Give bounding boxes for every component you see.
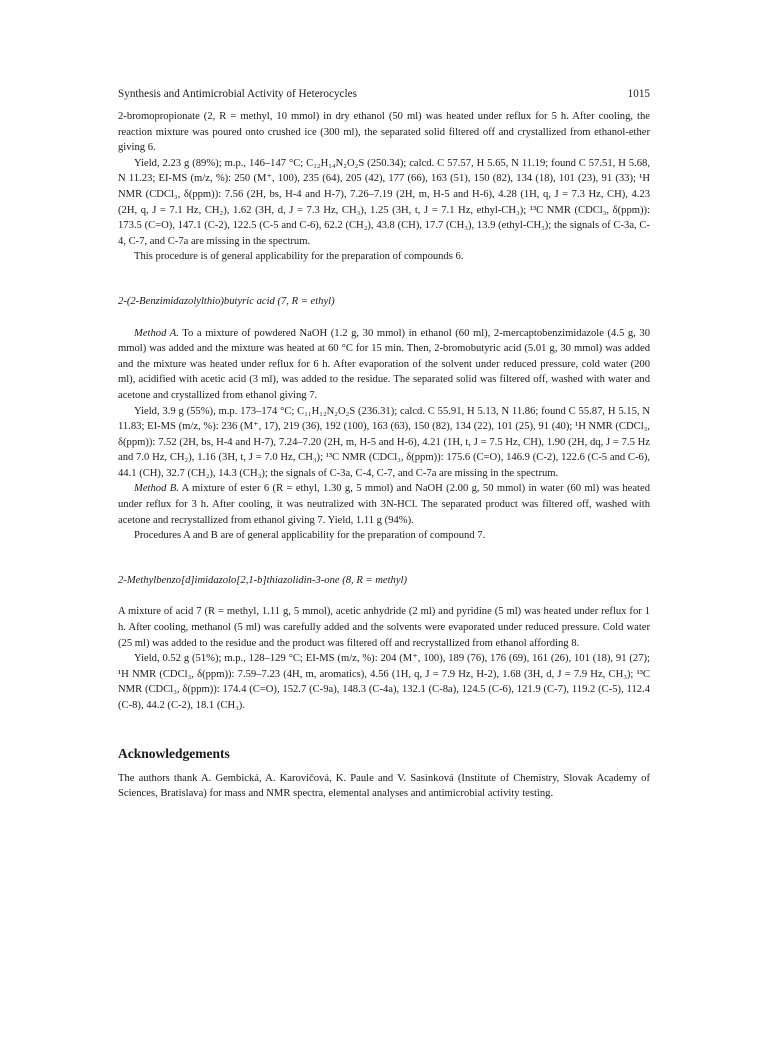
paragraph: Procedures A and B are of general applicability for the preparation of compound 7.: [134, 530, 486, 542]
section-title: 2-(2-Benzimidazolylthio)butyric acid (7, R = ethyl): [118, 295, 335, 307]
paragraph: Yield, 2.23 g (89%); m.p., 146–147 °C; C₁₂H₁₄N₂O₂S (250.34); calcd. C 57.57, H 5.65, N 11.19; found C 57.51, H 5.68, N 11.23; EI-MS (m/z, %): 250 (M⁺, 100), 235 (64), 205 (42), 177 (66), 163 (51), 150 (82), 134 (18), 101 (23), 91 (33); ¹H NMR (CDCl₃, δ(ppm)): 7.56 (2H, bs, H-4 and H-7), 7.26–7.19 (2H, m, H-5 and H-6), 4.28 (1H, q, J = 7.3 Hz, CH), 4.23 (2H, q, J = 7.1 Hz, CH₂), 1.62 (3H, d, J = 7.3 Hz, CH₃), 1.25 (3H, t, J = 7.1 Hz, ethyl-CH₃); ¹³C NMR (CDCl₃, δ(ppm)): 173.5 (C=O), 147.1 (C-2), 122.5 (C-5 and C-6), 62.2 (CH₂), 43.8 (CH), 17.7 (CH₃), 13.9 (ethyl-CH₃); the signals of C-3a, C-4, C-7, and C-7a are missing in the spectrum.: [118, 157, 650, 247]
paragraph: This procedure is of general applicability for the preparation of compounds 6.: [134, 251, 464, 263]
acknowledgements-text: The authors thank A. Gembická, A. Karovičová, K. Paule and V. Sasinková (Institute of Chemistry, Slovak Academy of Sciences, Bratislava) for mass and NMR spectra, elemental analyses and antimicrobial activity testing.: [118, 772, 650, 800]
paragraph: 2-bromopropionate (2, R = methyl, 10 mmol) in dry ethanol (50 ml) was heated under reflux for 5 h. After cooling, the reaction mixture was poured onto crushed ice (300 ml), the separated solid filtered off and crystallized from ethanol-ether giving 6.: [118, 111, 650, 154]
acknowledgements-heading: Acknowledgements: [118, 745, 230, 761]
page: [118, 88, 650, 802]
page-number: 1015: [627, 88, 650, 100]
section-title: 2-Methylbenzo[d]imidazolo[2,1-b]thiazolidin-3-one (8, R = methyl): [118, 574, 408, 586]
paragraph: Method A. To a mixture of powdered NaOH (1.2 g, 30 mmol) in ethanol (60 ml), 2-mercaptobenzimidazole (4.5 g, 30 mmol) was added and the mixture was heated at 60 °C for 15 min. Then, 2-bromobutyric acid (5.01 g, 30 mmol) was added and the mixture was heated under reflux for 6 h. After evaporation of the solvent under reduced pressure, cold water (200 ml), acidified with acetic acid (3 ml), was added to the residue. The separated solid was filtered off, washed with water and acetone and crystallized from ethanol giving 7.: [118, 327, 651, 401]
paragraph: A mixture of acid 7 (R = methyl, 1.11 g, 5 mmol), acetic anhydride (2 ml) and pyridine (5 ml) was heated under reflux for 1 h. After cooling, methanol (5 ml) was carefully added and the solvents were evaporated under reduced pressure. Cold water (25 ml) was added to the residue and the product was filtered off and recrystallized from ethanol affording 8.: [118, 606, 650, 649]
running-header: [118, 88, 650, 100]
running-title: Synthesis and Antimicrobial Activity of Heterocycles: [118, 88, 357, 100]
paragraph: Method B. A mixture of ester 6 (R = ethyl, 1.30 g, 5 mmol) and NaOH (2.00 g, 50 mmol) in water (60 ml) was heated under reflux for 3 h. After cooling, it was neutralized with 3N-HCl. The separated product was filtered off, washed with acetone and recrystallized from ethanol giving 7. Yield, 1.11 g (94%).: [118, 483, 650, 526]
paragraph: Yield, 3.9 g (55%), m.p. 173–174 °C; C₁₁H₁₂N₂O₂S (236.31); calcd. C 55.91, H 5.13, N 11.86; found C 55.87, H 5.15, N 11.83; EI-MS (m/z, %): 236 (M⁺, 17), 219 (36), 192 (100), 163 (63), 150 (82), 134 (22), 101 (25), 91 (40); ¹H NMR (CDCl₃, δ(ppm)): 7.52 (2H, bs, H-4 and H-7), 7.24–7.20 (2H, m, H-5 and H-6), 4.21 (1H, t, J = 7.5 Hz, CH), 1.90 (2H, dq, J = 7.5 Hz and 7.0 Hz, CH₂), 1.16 (3H, t, J = 7.0 Hz, CH₃); ¹³C NMR (CDCl₃, δ(ppm)): 175.6 (C=O), 146.9 (C-2), 122.6 (C-5 and C-6), 44.1 (CH), 32.7 (CH₂), 14.3 (CH₃); the signals of C-3a, C-4, C-7, and C-7a are missing in the spectrum.: [118, 405, 650, 479]
paragraph: Yield, 0.52 g (51%); m.p., 128–129 °C; EI-MS (m/z, %): 204 (M⁺, 100), 189 (76), 176 (69), 161 (26), 101 (18), 91 (27); ¹H NMR (CDCl₃, δ(ppm)): 7.59–7.23 (4H, m, aromatics), 4.56 (1H, q, J = 7.9 Hz, H-2), 1.68 (3H, d, J = 7.9 Hz, CH₃); ¹³C NMR (CDCl₃, δ(ppm)): 174.4 (C=O), 152.7 (C-9a), 148.3 (C-4a), 132.1 (C-8a), 124.5 (C-6), 121.9 (C-7), 119.2 (C-5), 112.4 (C-8), 44.2 (C-2), 18.1 (CH₃).: [118, 653, 650, 711]
method-label: Method B.: [134, 483, 179, 495]
method-label: Method A.: [134, 327, 179, 339]
